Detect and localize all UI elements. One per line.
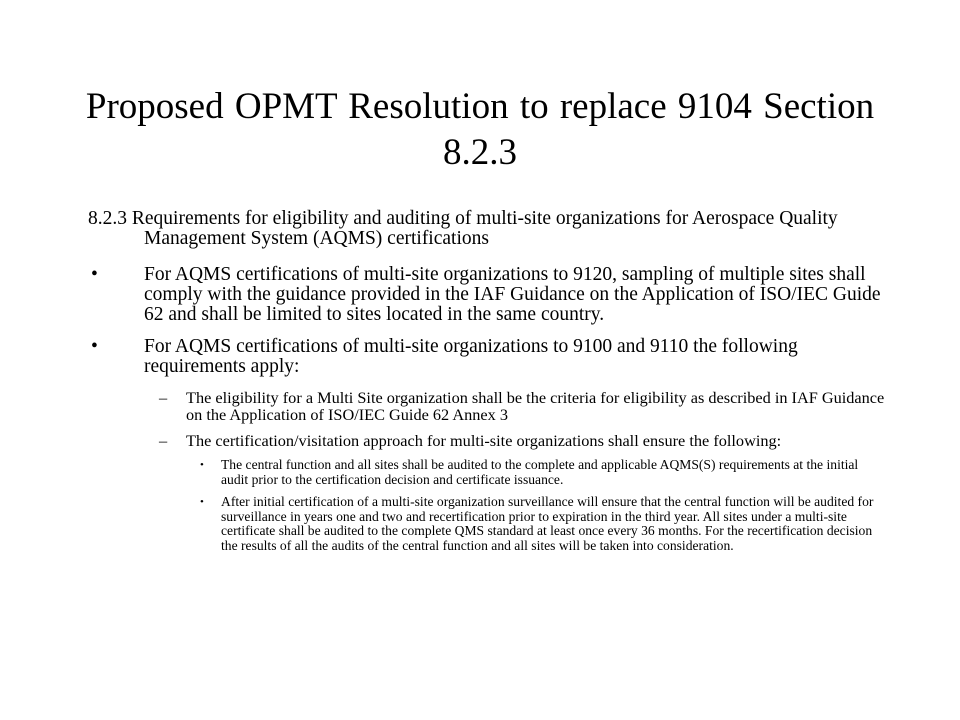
bullet-text: For AQMS certifications of multi-site organizations to 9120, sampling of multiple sites shall comply with the guidance provided in the IAF Guidance on the Application of ISO/IEC Guide 62 and shall be limited to sites located in the same country. xyxy=(144,264,881,325)
bullet-item xyxy=(88,265,888,325)
dash-text: The certification/visitation approach for multi-site organizations shall ensure the following: xyxy=(186,431,782,450)
dash-marker: – xyxy=(159,388,168,407)
sub-bullet-marker: • xyxy=(200,459,204,471)
sub-bullet-item xyxy=(88,495,888,553)
bullet-item xyxy=(88,337,888,377)
sub-bullet-item xyxy=(88,458,888,487)
bullet-text: For AQMS certifications of multi-site organizations to 9100 and 9110 the following requirements apply: xyxy=(144,336,798,377)
sub-bullet-text: After initial certification of a multi-site organization surveillance will ensure that the central function will be audited for surveillance in years one and two and recertification prior to expiration in the third year. All sites under a multi-site certificate shall be audited to the complete QMS standard at least once every 36 months. For the recertification decision the results of all the audits of the central function and all sites will be taken into consideration. xyxy=(221,494,874,553)
bullet-marker: • xyxy=(91,336,98,357)
section-heading: 8.2.3 Requirements for eligibility and auditing of multi-site organizations for Aerospace Quality Management System (AQMS) certifications xyxy=(88,208,838,249)
sub-bullet-text: The central function and all sites shall be audited to the complete and applicable AQMS(S) requirements at the initial audit prior to the certification decision and certificate issuance. xyxy=(221,457,859,487)
slide-body xyxy=(88,209,888,562)
dash-item xyxy=(88,432,888,449)
dash-item xyxy=(88,389,888,423)
bullet-marker: • xyxy=(91,264,98,285)
slide-title: Proposed OPMT Resolution to replace 9104 Section 8.2.3 xyxy=(85,86,875,173)
sub-bullet-marker: • xyxy=(200,496,204,509)
dash-marker: – xyxy=(159,431,168,450)
dash-text: The eligibility for a Multi Site organization shall be the criteria for eligibility as described in IAF Guidance on the Application of ISO/IEC Guide 62 Annex 3 xyxy=(186,388,885,424)
